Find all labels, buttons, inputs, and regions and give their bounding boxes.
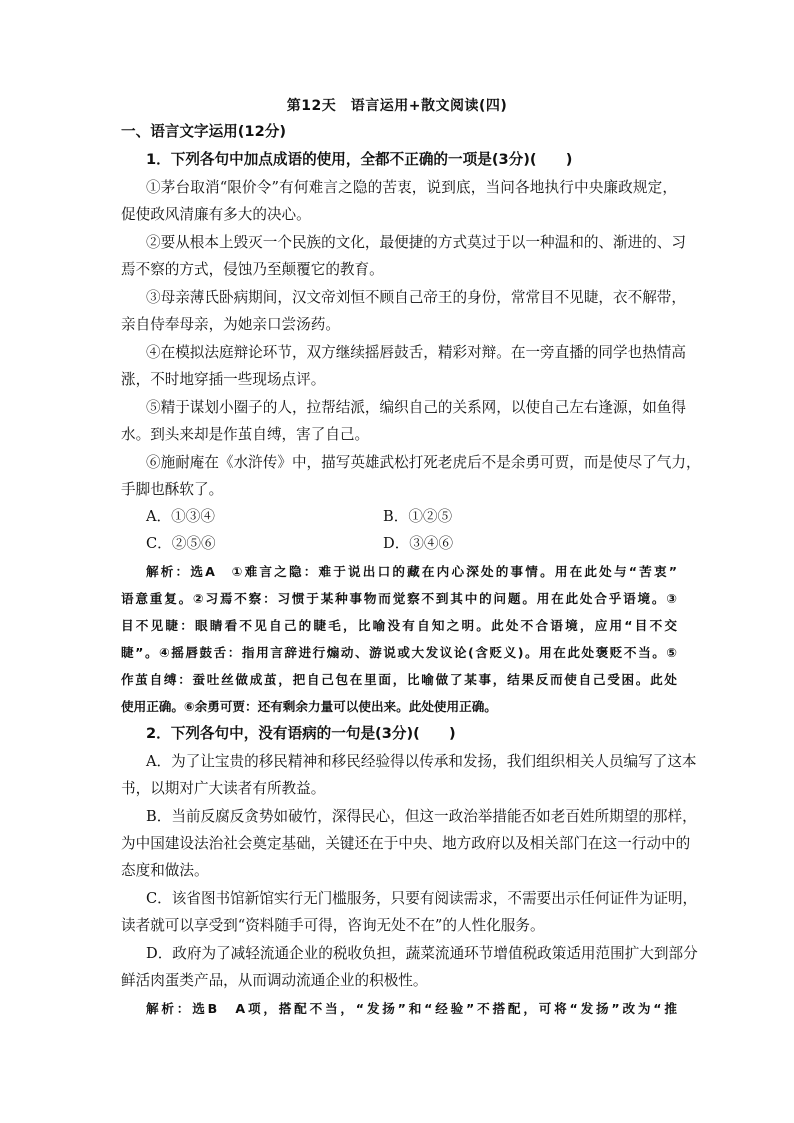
q2-option-b-cont-2: 态度和做法。 [121,862,209,879]
q2-option-d-cont: 鲜活肉蛋类产品，从而调动流通企业的积极性。 [121,972,428,989]
q1-option-c: C．②⑤⑥ [146,535,216,552]
question-1-stem: 1．下列各句中加点成语的使用，全都不正确的一项是(3分)( ) [146,151,573,168]
q1-analysis-line-5: 作茧自缚：蚕吐丝做成茧，把自己包在里面，比喻做了某事，结果反而使自己受困。此处 [121,672,677,687]
q2-analysis-line-1: 解析：选B A项，搭配不当，“发扬”和“经验”不搭配，可将“发扬”改为“推 [146,1001,677,1016]
q1-analysis-line-4: 睫”。④摇唇鼓舌：指用言辞进行煽动、游说或大发议论(含贬义)。用在此处褒贬不当。⑤ [121,645,677,660]
q1-analysis-line-2: 语意重复。②习焉不察：习惯于某种事物而觉察不到其中的问题。用在此处合乎语境。③ [121,591,677,606]
q1-analysis-line-1: 解析：选A ①难言之隐：难于说出口的藏在内心深处的事情。用在此处与“苦衷” [146,564,677,579]
page-title: 第12天 语言运用+散文阅读(四) [286,98,508,114]
q2-option-b: B．当前反腐反贪势如破竹，深得民心，但这一政治举措能否如老百姓所期望的那样， [146,808,697,825]
q1-sentence-2: ②要从根本上毁灭一个民族的文化，最便捷的方式莫过于以一种温和的、渐进的、习 [146,234,686,251]
q2-option-c-cont: 读者就可以享受到“资料随手可得，咨询无处不在”的人性化服务。 [121,917,545,934]
q2-option-a-cont: 书，以期对广大读者有所教益。 [121,780,326,797]
q1-sentence-4: ④在模拟法庭辩论环节，双方继续摇唇鼓舌，精彩对辩。在一旁直播的同学也热情高 [146,344,686,361]
q1-sentence-3-cont: 亲自侍奉母亲，为她亲口尝汤药。 [121,316,340,333]
question-2-stem: 2．下列各句中，没有语病的一句是(3分)( ) [146,725,456,742]
q1-sentence-5-cont: 水。到头来却是作茧自缚，害了自己。 [121,426,370,443]
q1-sentence-3: ③母亲薄氏卧病期间，汉文帝刘恒不顾自己帝王的身份，常常目不见睫，衣不解带， [146,289,686,306]
q1-analysis-line-3: 目不见睫：眼睛看不见自己的睫毛，比喻没有自知之明。此处不合语境，应用“目不交 [121,618,677,633]
q2-option-b-cont-1: 为中国建设法治社会奠定基础，关键还在于中央、地方政府以及相关部门在这一行动中的 [121,835,691,852]
q1-sentence-6-cont: 手脚也酥软了。 [121,481,224,498]
q1-sentence-1-cont: 促使政风清廉有多大的决心。 [121,206,311,223]
q1-option-a: A．①③④ [146,508,215,525]
q1-option-b: B．①②⑤ [383,508,453,525]
q1-sentence-4-cont: 涨，不时地穿插一些现场点评。 [121,371,326,388]
q1-sentence-2-cont: 焉不察的方式，侵蚀乃至颠覆它的教育。 [121,261,384,278]
q1-sentence-6: ⑥施耐庵在《水浒传》中，描写英雄武松打死老虎后不是余勇可贾，而是使尽了气力， [146,454,701,471]
q1-sentence-5: ⑤精于谋划小圈子的人，拉帮结派，编织自己的关系网，以使自己左右逢源，如鱼得 [146,399,686,416]
q1-sentence-1: ①茅台取消“限价令”有何难言之隐的苦衷，说到底，当问各地执行中央廉政规定， [146,179,677,196]
q1-analysis-line-6: 使用正确。⑥余勇可贾：还有剩余力量可以使出来。此处使用正确。 [121,699,497,714]
q2-option-c: C．该省图书馆新馆实行无门槛服务，只要有阅读需求，不需要出示任何证件为证明， [146,890,698,907]
section-heading: 一、语言文字运用(12分) [121,123,286,140]
q2-option-d: D．政府为了减轻流通企业的税收负担，蔬菜流通环节增值税政策适用范围扩大到部分 [146,945,698,962]
q1-option-d: D．③④⑥ [383,535,454,552]
q2-option-a: A．为了让宝贵的移民精神和移民经验得以传承和发扬，我们组织相关人员编写了这本 [146,753,697,770]
